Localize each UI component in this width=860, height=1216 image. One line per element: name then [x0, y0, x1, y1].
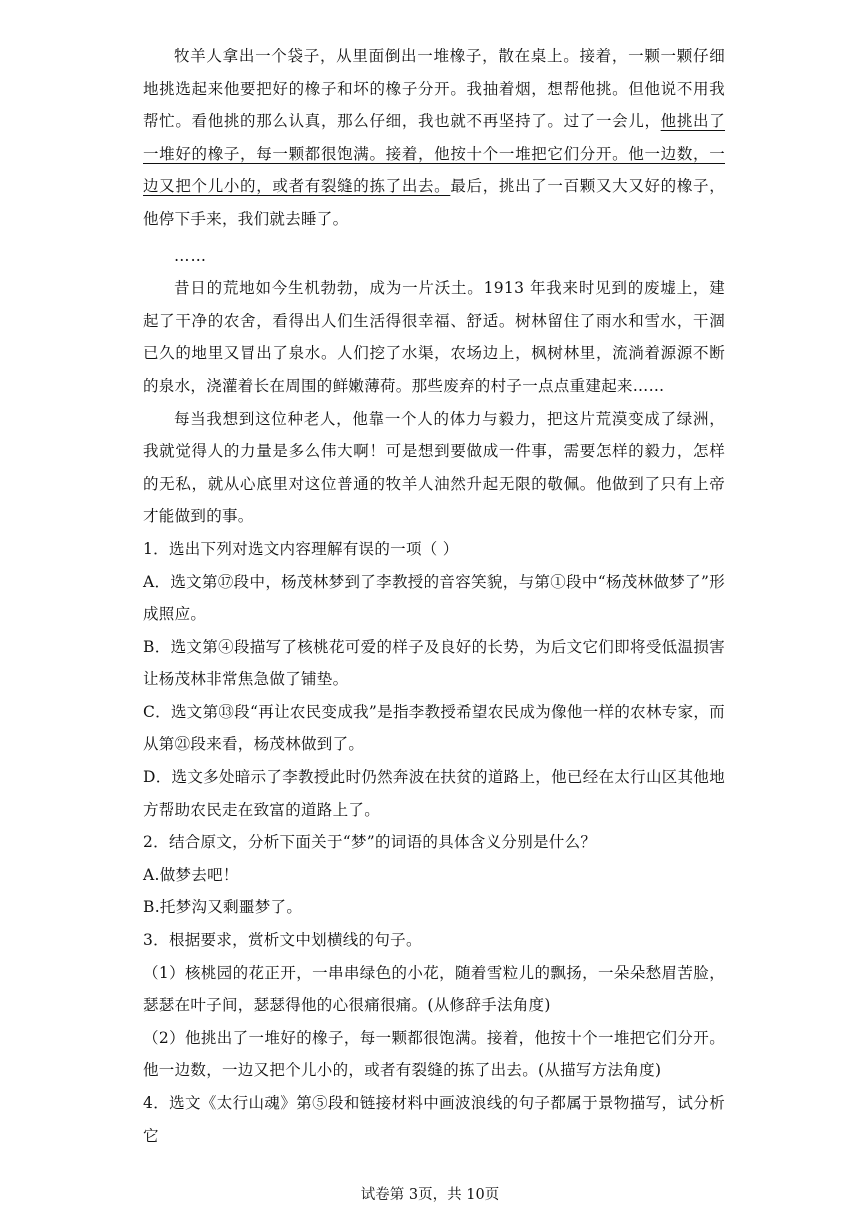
question-1-option-d: D．选文多处暗示了李教授此时仍然奔波在扶贫的道路上，他已经在太行山区其他地方帮助农民走在致富的道路上了。 — [143, 768, 725, 819]
underlined-sentence: 他挑出了一堆好的橡子，每一颗都很饱满。接着，他按十个一堆把它们分开。他一边数，一边又把个儿小的，或者有裂缝的拣了出去。 — [143, 112, 726, 196]
question-2-item-b: B.托梦沟又剩噩梦了。 — [143, 898, 303, 917]
question-4-stem: 4．选文《太行山魂》第⑤段和链接材料中画波浪线的句子都属于景物描写，试分析它 — [143, 1094, 725, 1145]
question-3-sub-1: （1）核桃园的花正开，一串串绿色的小花，随着雪粒儿的飘扬，一朵朵愁眉苦脸，瑟瑟在叶子间，瑟瑟得他的心很痛很痛。(从修辞手法角度) — [143, 963, 725, 1015]
passage-ellipsis: …… — [174, 246, 207, 265]
question-1-option-c: C．选文第⑬段“再让农民变成我”是指李教授希望农民成为像他一样的农林专家，而从第㉑段来看，杨茂林做到了。 — [143, 702, 725, 754]
question-2-stem: 2．结合原文，分析下面关于“梦”的词语的具体含义分别是什么？ — [143, 833, 597, 852]
question-1-option-a: A．选文第⑰段中，杨茂林梦到了李教授的音容笑貌，与第①段中“杨茂林做梦了”形成照应。 — [143, 572, 725, 624]
passage-paragraph-3: 每当我想到这位种老人，他靠一个人的体力与毅力，把这片荒漠变成了绿洲，我就觉得人的力量是多么伟大啊！可是想到要做成一件事，需要怎样的毅力，怎样的无私，就从心底里对这位普通的牧羊人油然升起无限的敬佩。他做到了只有上帝才能做到的事。 — [143, 409, 725, 526]
question-2-item-a: A.做梦去吧！ — [143, 865, 239, 884]
passage-paragraph-2: 昔日的荒地如今生机勃勃，成为一片沃土。1913 年我来时见到的废墟上，建起了干净的农舍，看得出人们生活得很幸福、舒适。树林留住了雨水和雪水，干涸已久的地里又冒出了泉水。人们挖了水渠，农场边上，枫树林里，流淌着源源不断的泉水，浇灌着长在周围的鲜嫩薄荷。那些废弃的村子一点点重建起来…… — [143, 279, 725, 395]
passage-p1-text: 牧羊人拿出一个袋子，从里面倒出一堆橡子，散在桌上。接着，一颗一颗仔细地挑选起来他要把好的橡子和坏的橡子分开。我抽着烟，想帮他挑。但他说不用我帮忙。看他挑的那么认真，那么仔细，我也就不再坚持了。过了一会儿， — [143, 47, 725, 131]
question-1-option-b: B．选文第④段描写了核桃花可爱的样子及良好的长势，为后文它们即将受低温损害让杨茂林非常焦急做了铺垫。 — [143, 637, 725, 689]
passage-paragraph-1 — [143, 40, 725, 236]
question-1-stem: 1．选出下列对选文内容理解有误的一项（ ） — [143, 539, 459, 558]
question-3-sub-2: （2）他挑出了一堆好的橡子，每一颗都很饱满。接着，他按十个一堆把它们分开。他一边数，一边又把个儿小的，或者有裂缝的拣了出去。(从描写方法角度) — [143, 1028, 725, 1080]
passage-p1-tail: 最后，挑出了一百颗又大又好的橡子，他停下手来，我们就去睡了。 — [143, 177, 726, 228]
question-3-stem: 3．根据要求，赏析文中划横线的句子。 — [143, 931, 422, 950]
page-content — [143, 40, 725, 1152]
page-footer: 试卷第 3页，共 10页 — [360, 1187, 500, 1203]
